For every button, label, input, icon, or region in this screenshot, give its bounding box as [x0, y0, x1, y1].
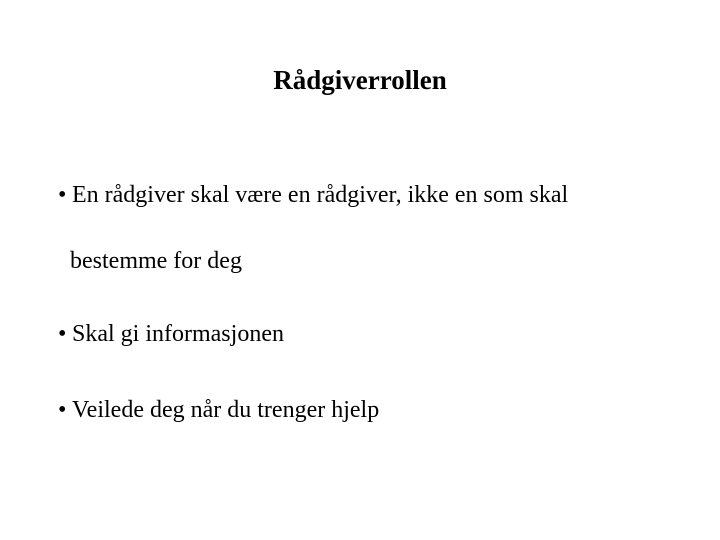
- bullet-text: bestemme for deg: [70, 248, 242, 274]
- bullet-text: Skal gi informasjonen: [72, 321, 284, 347]
- bullet-item: [58, 395, 379, 425]
- bullet-text: Veilede deg når du trenger hjelp: [72, 397, 380, 423]
- bullet-item: [58, 319, 284, 349]
- bullet-continuation: [70, 246, 242, 276]
- bullet-icon: •: [58, 182, 67, 208]
- bullet-item: [58, 180, 568, 210]
- bullet-icon: •: [58, 321, 67, 347]
- slide-title: Rådgiverrollen: [273, 65, 447, 95]
- bullet-text: En rådgiver skal være en rådgiver, ikke en som skal: [72, 182, 569, 208]
- bullet-icon: •: [58, 397, 67, 423]
